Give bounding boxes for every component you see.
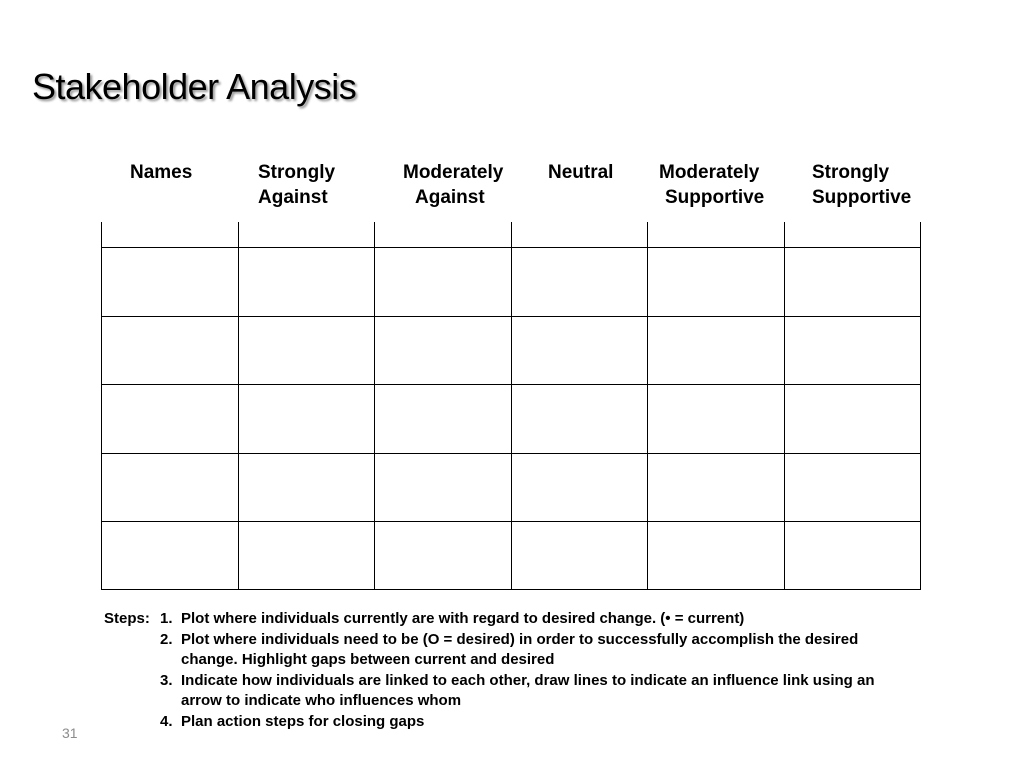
grid-cell: [101, 384, 238, 453]
step-text: Plot where individuals currently are with regard to desired change. (• = current): [181, 610, 745, 627]
column-header-names: [130, 160, 192, 185]
grid-cell: [238, 521, 375, 590]
grid-vertical-line: [920, 222, 921, 590]
column-header-line2: Against: [258, 187, 328, 208]
grid-cell: [784, 316, 921, 385]
page-number: 31: [62, 725, 78, 741]
grid-cell: [374, 453, 511, 522]
grid-cell: [511, 247, 648, 316]
grid-cell: [784, 453, 921, 522]
grid-cell: [374, 521, 511, 590]
column-header-line1: Names: [130, 162, 193, 183]
grid-cell: [238, 384, 375, 453]
grid-cell: [647, 247, 784, 316]
column-header-line1: Strongly: [258, 162, 336, 183]
grid-cell: [511, 316, 648, 385]
step-number: 2.: [160, 630, 173, 648]
grid-cell: [238, 316, 375, 385]
slide-title: Stakeholder Analysis: [32, 66, 357, 107]
grid-cell: [101, 453, 238, 522]
grid-cell: [101, 521, 238, 590]
grid-cell: [784, 247, 921, 316]
step-text: Plan action steps for closing gaps: [181, 712, 425, 730]
step-number: 1.: [160, 610, 173, 627]
grid-cell: [784, 521, 921, 590]
grid-cell: [374, 316, 511, 385]
grid-cell: [101, 247, 238, 316]
grid-cell: [647, 453, 784, 522]
step-text: Indicate how individuals are linked to each other, draw lines to indicate an influence link using an arrow to indicate who influences whom: [181, 671, 875, 709]
column-header-moderately-supportive: [659, 160, 764, 210]
grid-cell: [374, 247, 511, 316]
column-header-line2: Against: [415, 187, 485, 208]
grid-cell: [511, 521, 648, 590]
column-header-line1: Strongly: [812, 162, 890, 183]
grid-cell: [374, 384, 511, 453]
column-header-strongly-against: [258, 160, 335, 210]
column-header-line1: Neutral: [548, 162, 614, 183]
grid-cell: [647, 521, 784, 590]
grid-cell: [647, 316, 784, 385]
grid-cell: [238, 247, 375, 316]
column-header-line1: Moderately: [659, 162, 760, 183]
grid-cell: [647, 384, 784, 453]
stakeholder-grid: [101, 222, 920, 590]
step-number: 4.: [160, 712, 173, 730]
grid-cell: [511, 453, 648, 522]
column-header-line2: Supportive: [812, 187, 912, 208]
steps-label: Steps:: [104, 610, 150, 627]
grid-cell: [784, 384, 921, 453]
column-header-strongly-supportive: [812, 160, 911, 210]
column-header-moderately-against: [403, 160, 503, 210]
grid-cell: [238, 453, 375, 522]
step-text: Plot where individuals need to be (O = desired) in order to successfully accomplish the desired change. Highlight gaps between current and desired: [181, 630, 859, 668]
grid-cell: [511, 384, 648, 453]
column-header-line1: Moderately: [403, 162, 504, 183]
step-number: 3.: [160, 671, 173, 689]
grid-cell: [101, 316, 238, 385]
column-header-line2: Supportive: [665, 187, 765, 208]
column-header-neutral: [548, 160, 613, 185]
